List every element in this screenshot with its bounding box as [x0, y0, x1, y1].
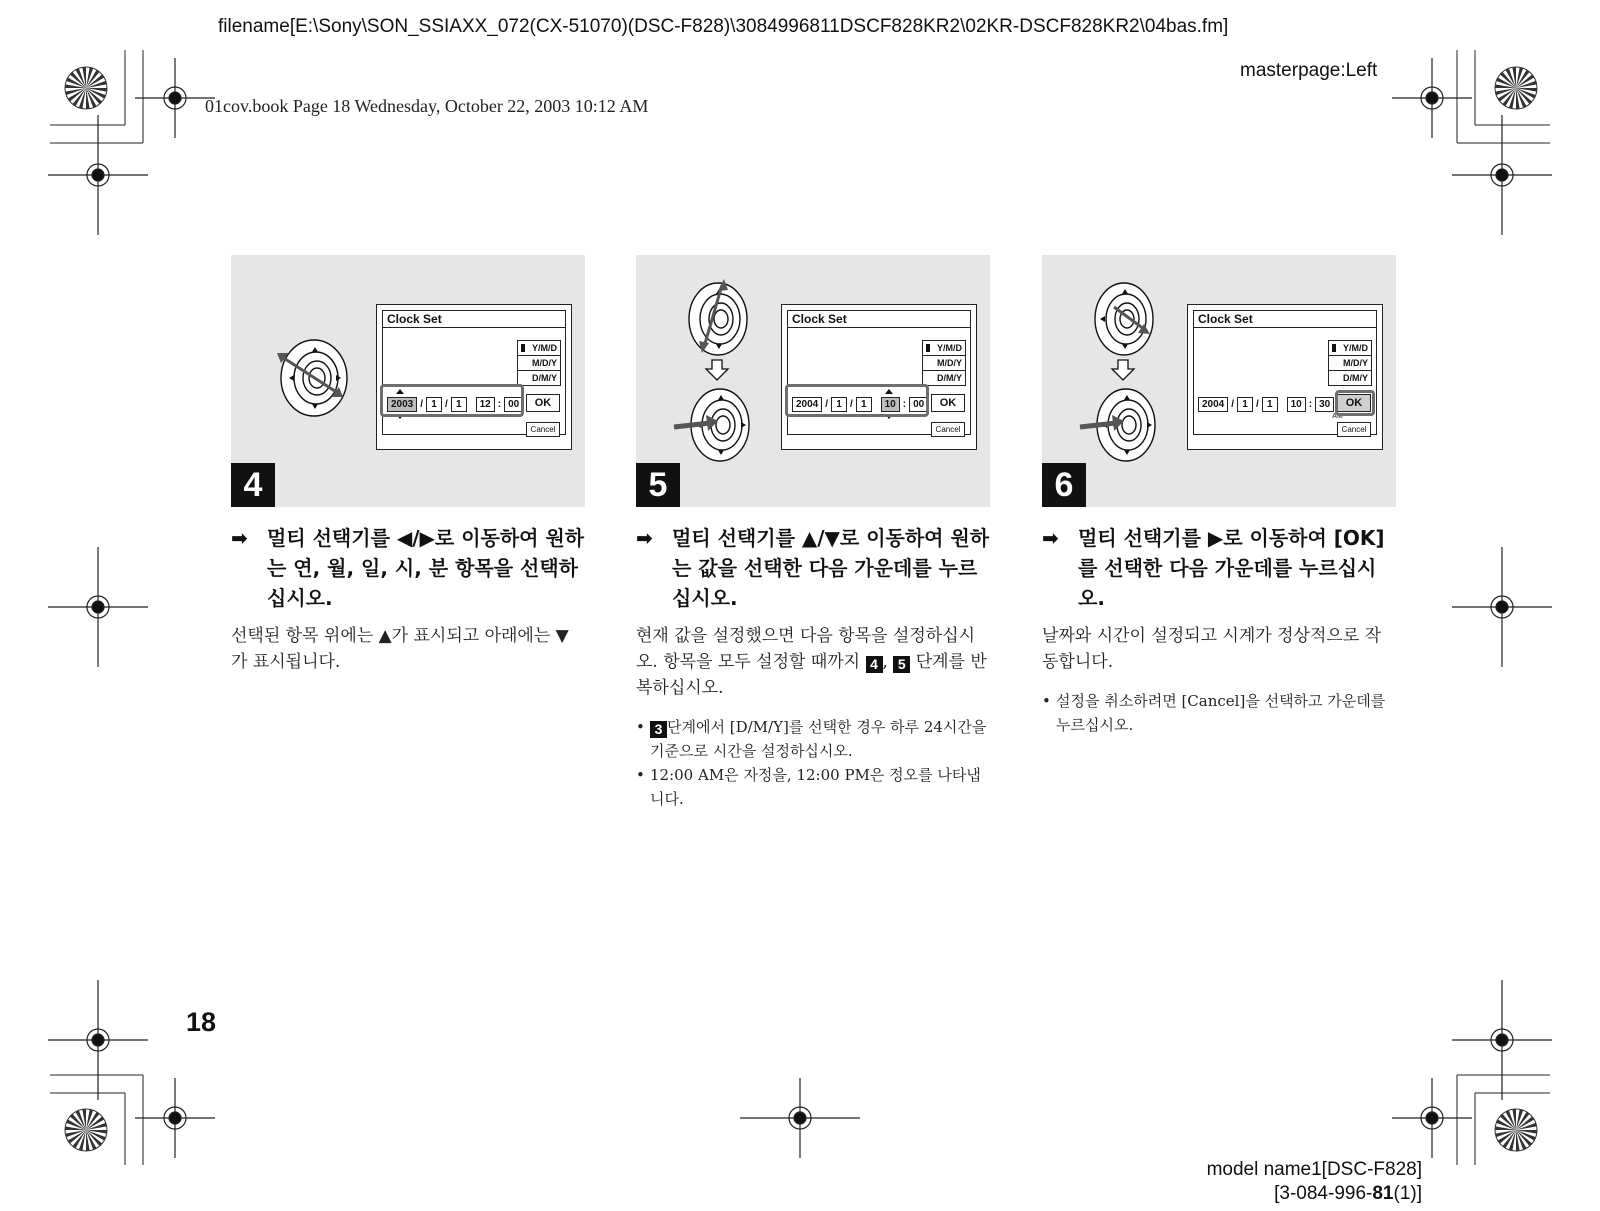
day-field[interactable]: 1 [856, 397, 872, 412]
clock-set-title: Clock Set [387, 312, 442, 326]
note-text: 단계에서 [D/M/Y]를 선택한 경우 하루 24시간을 기준으로 시간을 설정하십시오. [650, 718, 987, 760]
step-4-illustration [231, 255, 585, 507]
step-ref-badge: 3 [650, 721, 667, 738]
crosshair-registration-mark-icon [48, 115, 148, 235]
heavy-right-arrow-icon: ➡ [636, 526, 653, 550]
step-heading [231, 523, 585, 613]
hour-field[interactable]: 10 [1287, 397, 1306, 412]
step-heading [636, 523, 990, 613]
hollow-down-arrow-icon [1110, 359, 1136, 381]
year-field[interactable]: 2004 [792, 397, 822, 412]
minute-field[interactable]: 00 [504, 397, 523, 412]
model-code-bold: 81 [1372, 1183, 1394, 1204]
ok-button[interactable]: OK [526, 394, 560, 412]
clock-set-screen [376, 304, 572, 450]
step-number-badge: 5 [636, 463, 680, 507]
time-separator: : [497, 398, 502, 410]
format-option[interactable]: Y/M/D [1329, 341, 1371, 356]
format-option[interactable]: Y/M/D [518, 341, 560, 356]
hollow-down-arrow-icon [704, 359, 730, 381]
step-heading-text: 멀티 선택기를 ◀/▶로 이동하여 원하는 연, 월, 일, 시, 분 항목을 선택하십시오. [267, 526, 585, 610]
date-separator: / [1231, 398, 1235, 410]
heavy-right-arrow-icon: ➡ [231, 526, 248, 550]
bullet: • [1042, 692, 1051, 710]
date-separator: / [420, 398, 424, 410]
step-6-illustration [1042, 255, 1396, 507]
format-option[interactable]: D/M/Y [1342, 373, 1368, 383]
multi-selector-dial-icon [269, 333, 359, 423]
ok-button[interactable]: OK [931, 394, 965, 412]
highlight-outline [1335, 390, 1375, 416]
crosshair-registration-mark-icon [1392, 1078, 1472, 1158]
heavy-right-arrow-icon: ➡ [1042, 526, 1059, 550]
format-option[interactable]: M/D/Y [923, 356, 965, 371]
crosshair-registration-mark-icon [135, 1078, 215, 1158]
multi-selector-dial-icon [1084, 277, 1164, 361]
format-option[interactable]: D/M/Y [531, 373, 557, 383]
step-6-text [1042, 523, 1396, 737]
clock-set-screen [781, 304, 977, 450]
model-code-prefix: [3-084-996- [1274, 1183, 1373, 1204]
year-field[interactable]: 2004 [1198, 397, 1228, 412]
step-notes [636, 715, 990, 811]
multi-selector-dial-icon [672, 385, 762, 469]
ampm-label: AM [1332, 413, 1343, 420]
format-option[interactable]: D/M/Y [936, 373, 962, 383]
note-item [1042, 689, 1396, 737]
format-option[interactable]: M/D/Y [1329, 356, 1371, 371]
highlight-outline [380, 384, 524, 417]
format-option[interactable]: M/D/Y [518, 356, 560, 371]
cancel-button[interactable]: Cancel [526, 422, 560, 437]
minute-field[interactable]: 30 [1315, 397, 1334, 412]
step-body [636, 623, 990, 701]
step-heading [1042, 523, 1396, 613]
step-body: 선택된 항목 위에는 ▲가 표시되고 아래에는 ▼가 표시됩니다. [231, 626, 569, 672]
step-number-badge: 6 [1042, 463, 1086, 507]
multi-selector-dial-icon [1078, 385, 1168, 469]
ok-button[interactable]: OK [1337, 394, 1371, 412]
model-info [1207, 1158, 1422, 1206]
step-ref-badge: 5 [893, 656, 910, 673]
step-heading-text: 멀티 선택기를 ▲/▼로 이동하여 원하는 값을 선택한 다음 가운데를 누르십시오. [672, 526, 990, 610]
note-text: 12:00 AM은 자정을, 12:00 PM은 정오를 나타냅니다. [650, 766, 981, 808]
starburst-registration-icon [1494, 1108, 1538, 1152]
crosshair-registration-mark-icon [1452, 547, 1552, 667]
month-field[interactable]: 1 [426, 397, 442, 412]
date-separator: / [850, 398, 853, 410]
day-field[interactable]: 1 [1262, 397, 1278, 412]
starburst-registration-icon [1494, 66, 1538, 110]
header-filename: filename[E:\Sony\SON_SSIAXX_072(CX-51070)(DSC-F828)\3084996811DSCF828KR2\02KR-DSCF828KR2\04bas.fm] [218, 16, 1229, 37]
note-text: 설정을 취소하려면 [Cancel]을 선택하고 가운데를 누르십시오. [1056, 692, 1386, 734]
date-format-list[interactable] [1328, 340, 1372, 386]
step-body-text: 현재 값을 설정했으면 다음 항목을 설정하십시오. 항목을 모두 설정할 때까지 [636, 626, 976, 672]
header-masterpage: masterpage:Left [1240, 60, 1378, 81]
year-field[interactable]: 2003 [387, 397, 417, 412]
time-separator: : [1308, 398, 1313, 410]
model-code-suffix: (1)] [1393, 1183, 1422, 1204]
clock-set-title: Clock Set [1198, 312, 1253, 326]
day-field[interactable]: 1 [451, 397, 467, 412]
time-separator: : [902, 398, 907, 410]
starburst-registration-icon [64, 66, 108, 110]
crosshair-registration-mark-icon [48, 547, 148, 667]
step-number-badge: 4 [231, 463, 275, 507]
crosshair-registration-mark-icon [1452, 115, 1552, 235]
step-notes [1042, 689, 1396, 737]
date-separator: / [825, 398, 829, 410]
note-item [636, 715, 990, 763]
month-field[interactable]: 1 [831, 397, 847, 412]
multi-selector-dial-icon [678, 277, 758, 361]
page-number: 18 [186, 1007, 217, 1037]
crosshair-registration-mark-icon [740, 1078, 860, 1158]
step-body-tail: 단계를 반복하십시오. [636, 652, 987, 698]
model-line-1: model name1[DSC-F828] [1206, 1159, 1422, 1180]
note-item [636, 763, 990, 811]
bullet: • [636, 766, 645, 784]
clock-set-screen [1187, 304, 1383, 450]
header-book-line: 01cov.book Page 18 Wednesday, October 22, 2003 10:12 AM [205, 96, 649, 116]
step-4-text [231, 523, 585, 675]
model-line-2 [1207, 1182, 1422, 1206]
step-ref-badge: 4 [866, 656, 883, 673]
step-5-text [636, 523, 990, 811]
date-format-list[interactable] [922, 340, 966, 386]
starburst-registration-icon [64, 1108, 108, 1152]
step-5-illustration [636, 255, 990, 507]
step-heading-text: 멀티 선택기를 ▶로 이동하여 [OK]를 선택한 다음 가운데를 누르십시오. [1078, 526, 1385, 610]
format-option[interactable]: Y/M/D [923, 341, 965, 356]
bullet: • [636, 718, 645, 736]
step-body: 날짜와 시간이 설정되고 시계가 정상적으로 작동합니다. [1042, 626, 1382, 672]
month-field[interactable]: 1 [1237, 397, 1253, 412]
minute-field[interactable]: 00 [909, 397, 928, 412]
date-time-row [1198, 396, 1334, 412]
date-separator: / [1256, 398, 1259, 410]
clock-set-title: Clock Set [792, 312, 847, 326]
highlight-outline [785, 384, 929, 417]
hour-field[interactable]: 10 [881, 397, 900, 412]
crosshair-registration-mark-icon [48, 980, 148, 1100]
cancel-button[interactable]: Cancel [1337, 422, 1371, 437]
date-separator: / [445, 398, 448, 410]
ref-separator: , [882, 652, 888, 672]
hour-field[interactable]: 12 [476, 397, 495, 412]
cancel-button[interactable]: Cancel [931, 422, 965, 437]
date-format-list[interactable] [517, 340, 561, 386]
